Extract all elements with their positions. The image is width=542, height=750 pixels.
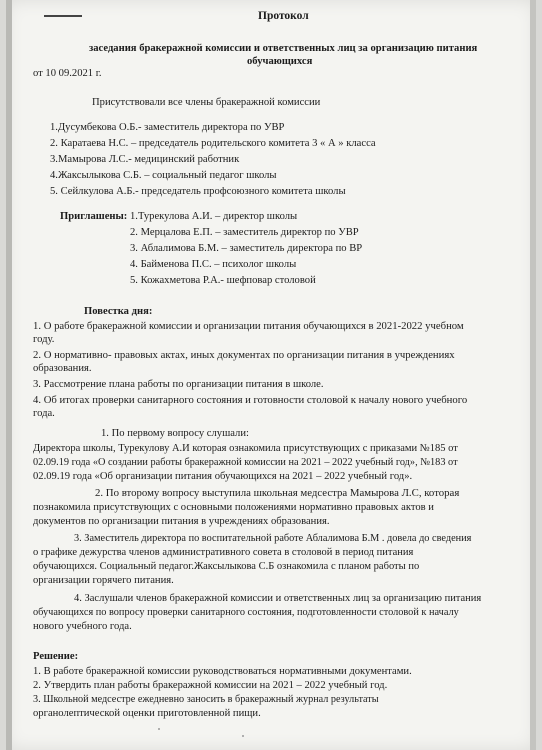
paragraph-line: нового учебного года. [33, 621, 132, 632]
paragraph-line: 4. Заслушали членов бракеражной комиссии и ответственных лиц за организацию питания [74, 593, 482, 604]
member-item: 3.Мамырова Л.С.- медицинский работник [50, 154, 240, 165]
member-item: 1.Дусумбекова О.Б.- заместитель директора по УВР [50, 122, 285, 133]
member-item: 4.Жаксылыкова С.Б. – социальный педагог школы [50, 170, 277, 181]
paragraph-line: организации горячего питания. [33, 575, 174, 586]
agenda-item-2-line2: образования. [33, 363, 92, 374]
paragraph-line: 02.09.19 года «О создании работы бракеражной комиссии на 2021 – 2022 учебный год», №183 от [33, 457, 458, 468]
member-item: 5. Сейлкулова А.Б.- председатель профсоюзного комитета школы [50, 186, 346, 197]
paragraph-line: обучающихся по вопросу проверки санитарного состояния, подготовленности столовой к началу [33, 607, 459, 618]
decision-item: 2. Утвердить план работы бракеражной комиссии на 2021 – 2022 учебный год. [33, 680, 388, 691]
decision-item: 1. В работе бракеражной комиссии руководствоваться нормативными документами. [33, 666, 412, 677]
paragraph-line: 02.09.19 года «Об организации питания обучающихся на 2021 – 2022 учебный год». [33, 471, 413, 482]
invited-item: 3. Аблалимова Б.М. – заместитель директора по ВР [130, 243, 363, 254]
document-date: от 10 09.2021 г. [33, 68, 102, 79]
agenda-item-1-line1: 1. О работе бракеражной комиссии и организации питания обучающихся в 2021-2022 учебном [33, 320, 464, 332]
decision-item: органолептической оценки приготовленной пищи. [33, 708, 261, 719]
agenda-item-4-line2: года. [33, 408, 55, 419]
agenda-item-3: 3. Рассмотрение плана работы по организации питания в школе. [33, 379, 324, 390]
document-title: Протокол [258, 10, 309, 22]
paragraph-line: обучающихся. Социальный педагог.Жаксылыкова С.Б ознакомила с планом работы по [33, 561, 420, 572]
scan-speck [242, 735, 244, 737]
paragraph-line: 3. Заместитель директора по воспитательной работе Аблалимова Б.М . довела до сведения [74, 533, 472, 544]
scan-speck [158, 728, 160, 730]
present-intro: Присутствовали все члены бракеражной комиссии [92, 97, 321, 108]
page-edge-left [6, 0, 12, 750]
first-question-heading: 1. По первому вопросу слушали: [101, 428, 249, 439]
invited-item: 5. Кожахметова Р.А.- шефповар столовой [130, 275, 316, 286]
document-subtitle-line1: заседания бракеражной комиссии и ответственных лиц за организацию питания [89, 43, 478, 54]
agenda-item-1-line2: году. [33, 334, 55, 345]
invited-item: 4. Байменова П.С. – психолог школы [130, 259, 297, 270]
decision-item: 3. Школьной медсестре ежедневно заносить в бракеражный журнал результаты [33, 694, 379, 705]
paragraph-line: 2. По второму вопросу выступила школьная медсестра Мамырова Л.С, которая [95, 487, 460, 499]
agenda-item-2-line1: 2. О нормативно- правовых актах, иных документах по организации питания в учреждениях [33, 349, 455, 361]
invited-item: 1.Турекулова А.И. – директор школы [130, 211, 298, 222]
agenda-heading: Повестка дня: [84, 306, 153, 317]
paragraph-line: Директора школы, Турекулову А.И которая ознакомила присутствующих с приказами №185 от [33, 443, 458, 454]
decision-heading: Решение: [33, 651, 79, 662]
paragraph-line: документов по организации питания в учреждениях образования. [33, 516, 330, 527]
invited-item: 2. Мерцалова Е.П. – заместитель директор по УВР [130, 227, 359, 238]
pen-mark [44, 15, 82, 17]
paragraph-line: познакомила присутствующих с основными положениями нормативно правовых актов и [33, 502, 434, 513]
member-item: 2. Каратаева Н.С. – председатель родительского комитета 3 « А » класса [50, 138, 376, 149]
invited-label: Приглашены: [60, 211, 128, 222]
page-edge-right [530, 0, 536, 750]
document-page [6, 0, 536, 750]
document-subtitle-line2: обучающихся [247, 56, 313, 67]
paragraph-line: о графике дежурства членов административного совета в столовой в период питания [33, 547, 414, 558]
agenda-item-4-line1: 4. Об итогах проверки санитарного состояния и готовности столовой к началу нового учебного [33, 394, 468, 406]
